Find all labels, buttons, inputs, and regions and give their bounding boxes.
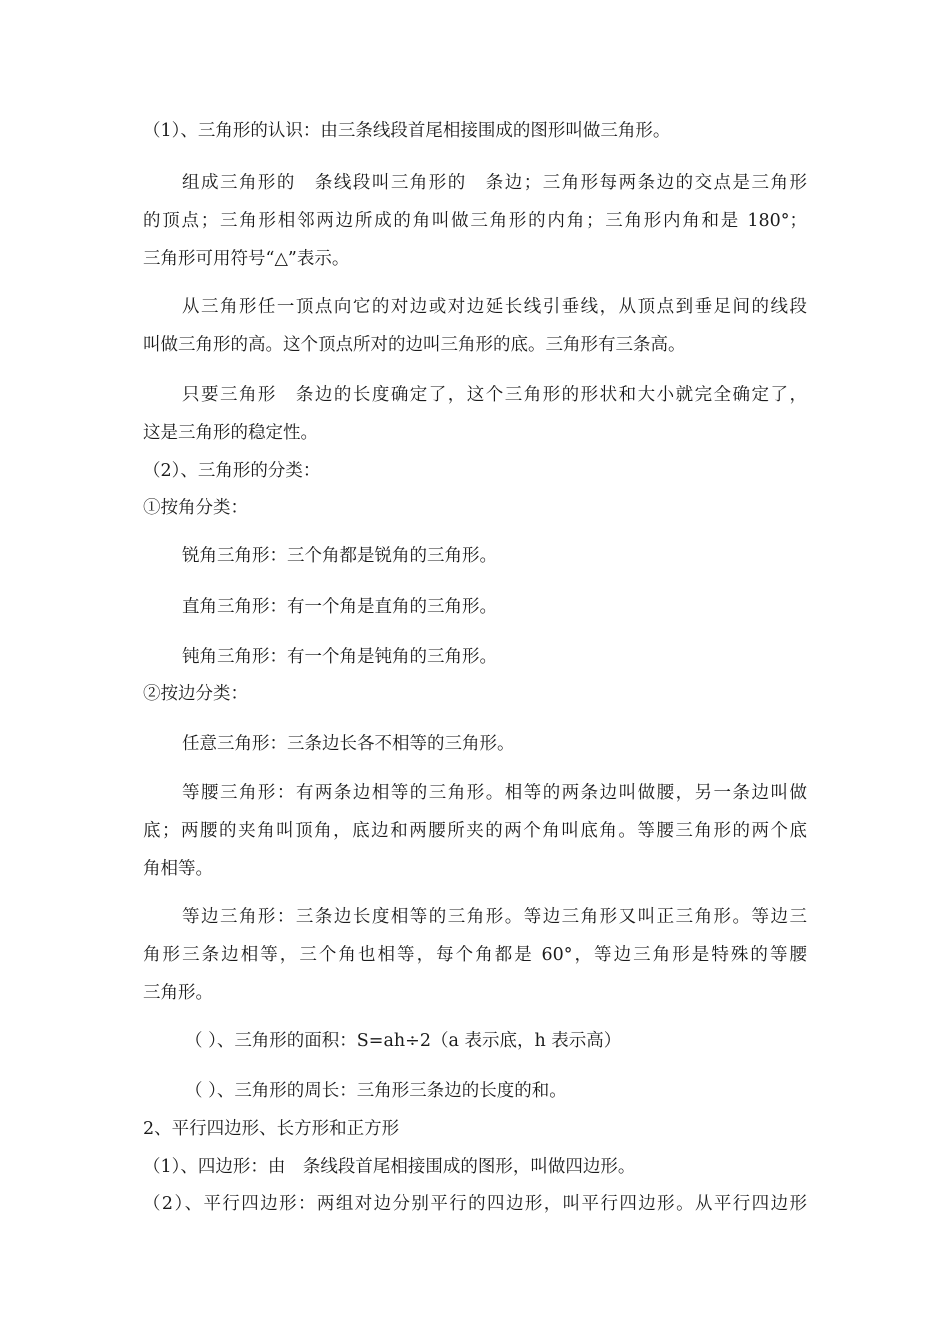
section-heading-classification: （2）、三角形的分类： xyxy=(143,461,321,481)
paragraph-line: 底；两腰的夹角叫顶角，底边和两腰所夹的两个角叫底角。等腰三角形的两个底 xyxy=(143,821,807,841)
paragraph-line: 叫做三角形的高。这个顶点所对的边叫三角形的底。三角形有三条高。 xyxy=(143,335,686,355)
paragraph-line: 三角形。 xyxy=(143,983,213,1003)
formula-triangle-area: （ ）、三角形的面积：S=ah÷2（a 表示底，h 表示高） xyxy=(185,1031,622,1051)
paragraph-line: 三角形可用符号“△”表示。 xyxy=(143,249,350,269)
paragraph-line: 等边三角形：三条边长度相等的三角形。等边三角形又叫正三角形。等边三 xyxy=(182,907,807,927)
paragraph-line: 从三角形任一顶点向它的对边或对边延长线引垂线，从顶点到垂足间的线段 xyxy=(182,297,807,317)
definition-acute-triangle: 锐角三角形：三个角都是锐角的三角形。 xyxy=(182,546,497,566)
definition-scalene-triangle: 任意三角形：三条边长各不相等的三角形。 xyxy=(182,734,515,754)
definition-parallelogram: （2）、平行四边形：两组对边分别平行的四边形，叫平行四边形。从平行四边形 xyxy=(143,1194,807,1214)
paragraph-line: 这是三角形的稳定性。 xyxy=(143,423,318,443)
paragraph-line: 等腰三角形：有两条边相等的三角形。相等的两条边叫做腰，另一条边叫做 xyxy=(182,783,807,803)
definition-obtuse-triangle: 钝角三角形：有一个角是钝角的三角形。 xyxy=(182,647,497,667)
paragraph-triangle-definition: （1）、三角形的认识：由三条线段首尾相接围成的图形叫做三角形。 xyxy=(143,121,671,141)
paragraph-line: 角相等。 xyxy=(143,859,213,879)
paragraph-line: 只要三角形 条边的长度确定了，这个三角形的形状和大小就完全确定了， xyxy=(182,385,807,405)
paragraph-line: 的顶点；三角形相邻两边所成的角叫做三角形的内角；三角形内角和是 180°； xyxy=(143,211,807,231)
definition-quadrilateral: （1）、四边形：由 条线段首尾相接围成的图形，叫做四边形。 xyxy=(143,1157,636,1177)
subheading-by-angle: ①按角分类： xyxy=(143,498,248,518)
subheading-by-side: ②按边分类： xyxy=(143,684,248,704)
section-heading-quadrilaterals: 2、平行四边形、长方形和正方形 xyxy=(143,1119,400,1139)
paragraph-line: 组成三角形的 条线段叫三角形的 条边；三角形每两条边的交点是三角形 xyxy=(182,173,807,193)
definition-right-triangle: 直角三角形：有一个角是直角的三角形。 xyxy=(182,597,497,617)
formula-triangle-perimeter: （ ）、三角形的周长：三角形三条边的长度的和。 xyxy=(185,1081,567,1101)
paragraph-line: 角形三条边相等，三个角也相等，每个角都是 60°，等边三角形是特殊的等腰 xyxy=(143,945,807,965)
